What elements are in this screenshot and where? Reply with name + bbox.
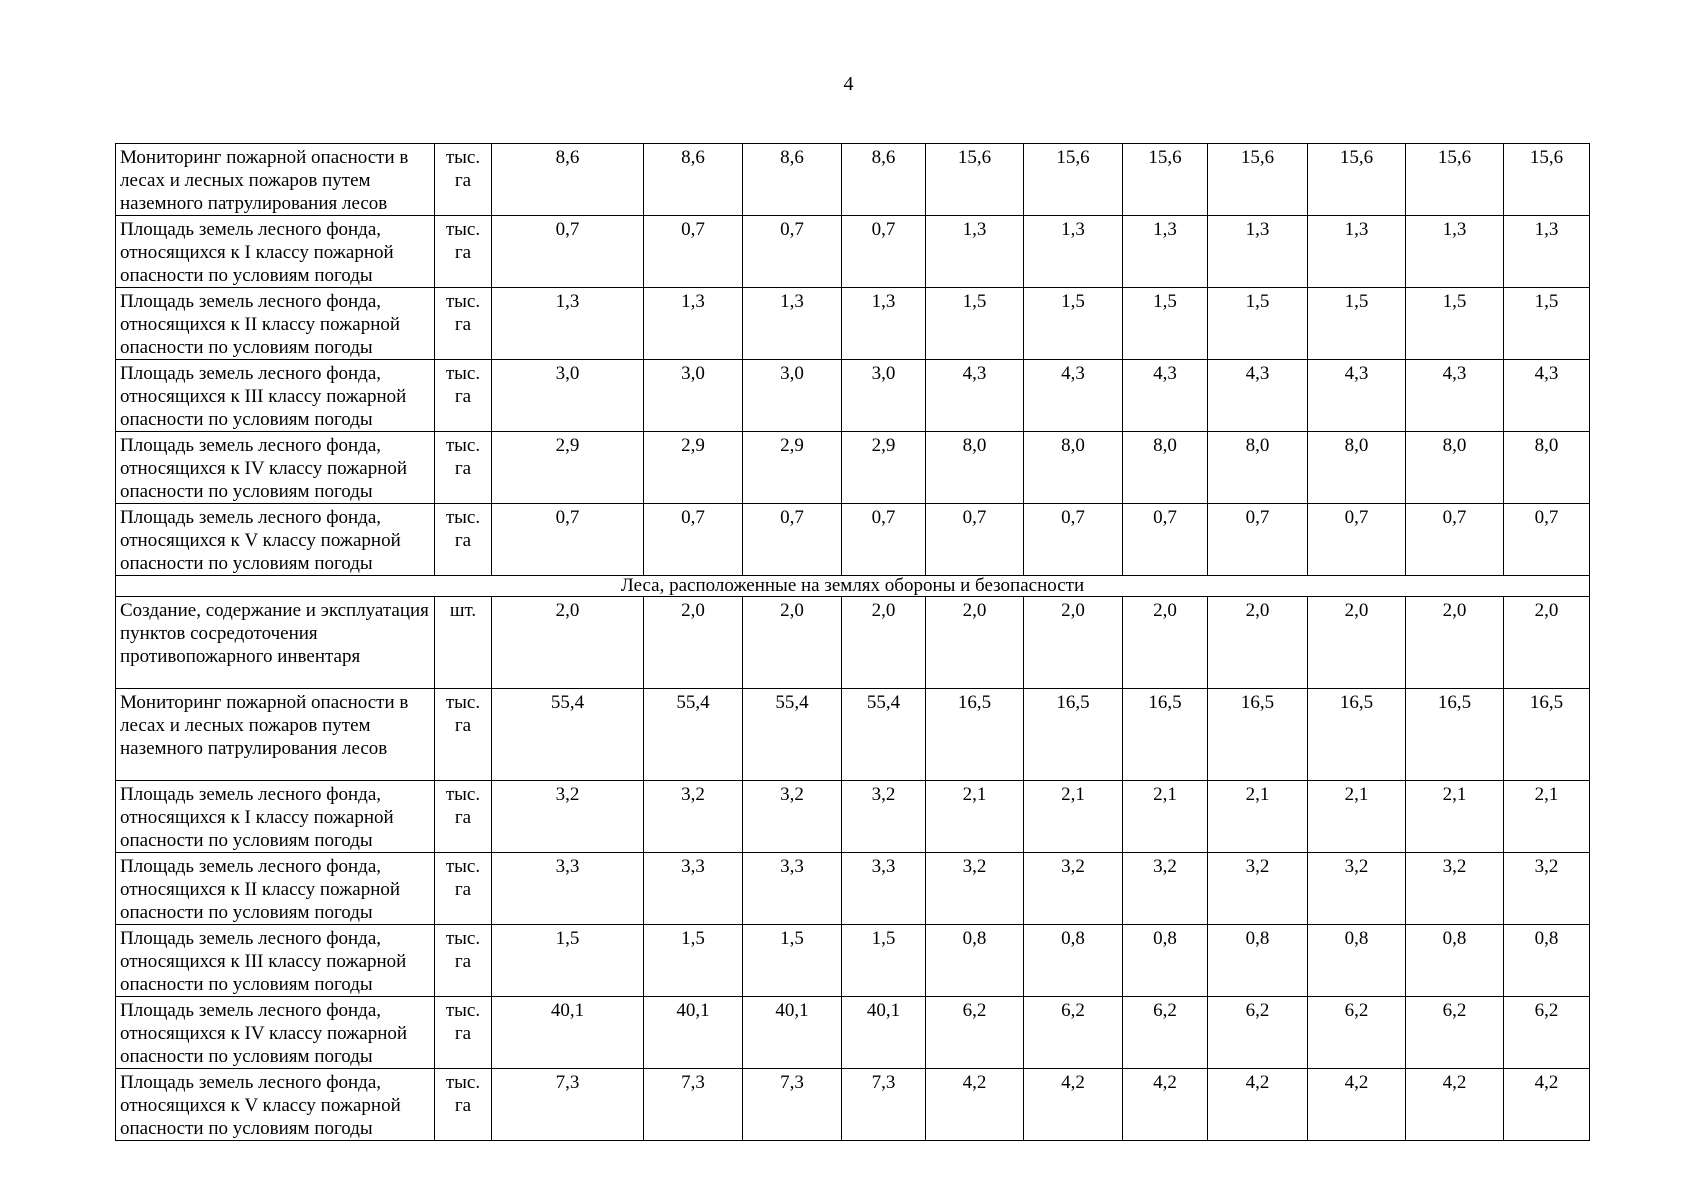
value-cell: 15,6 [1208,144,1308,216]
indicator-name: Создание, содержание и эксплуатация пунктов сосредоточения противопожарного инвентаря [116,597,435,689]
table-row [116,216,1590,288]
value-cell: 2,0 [1406,597,1504,689]
table-row [116,504,1590,576]
value-cell: 2,1 [1406,781,1504,853]
value-cell: 1,5 [644,925,743,997]
value-cell: 2,0 [492,597,644,689]
value-cell: 2,1 [1123,781,1208,853]
value-cell: 1,3 [1208,216,1308,288]
value-cell: 6,2 [1024,997,1123,1069]
unit-cell: тыс. га [435,432,492,504]
value-cell: 3,2 [1024,853,1123,925]
value-cell: 15,6 [1308,144,1406,216]
value-cell: 1,5 [492,925,644,997]
value-cell: 6,2 [926,997,1024,1069]
value-cell: 55,4 [842,689,926,781]
table-row [116,288,1590,360]
value-cell: 3,2 [644,781,743,853]
value-cell: 16,5 [1504,689,1590,781]
value-cell: 15,6 [1504,144,1590,216]
value-cell: 0,7 [1406,504,1504,576]
table-row [116,597,1590,689]
value-cell: 8,0 [1504,432,1590,504]
indicator-name: Площадь земель лесного фонда, относящихся к V классу пожарной опасности по условиям погоды [116,504,435,576]
value-cell: 3,2 [1308,853,1406,925]
section-title: Леса, расположенные на землях обороны и безопасности [116,576,1590,597]
value-cell: 1,3 [1504,216,1590,288]
section-row [116,576,1590,597]
indicator-name: Площадь земель лесного фонда, относящихся к V классу пожарной опасности по условиям погоды [116,1069,435,1141]
value-cell: 16,5 [1308,689,1406,781]
unit-cell: тыс. га [435,925,492,997]
table-body-top [116,144,1590,576]
value-cell: 2,0 [1504,597,1590,689]
indicator-name: Площадь земель лесного фонда, относящихся к IV классу пожарной опасности по условиям погоды [116,432,435,504]
unit-cell: тыс. га [435,504,492,576]
value-cell: 3,2 [1123,853,1208,925]
value-cell: 3,2 [743,781,842,853]
value-cell: 4,3 [1504,360,1590,432]
value-cell: 1,3 [1123,216,1208,288]
value-cell: 2,9 [842,432,926,504]
value-cell: 1,3 [1308,216,1406,288]
indicator-name: Мониторинг пожарной опасности в лесах и лесных пожаров путем наземного патрулирования лесов [116,144,435,216]
value-cell: 3,0 [492,360,644,432]
table-row [116,1069,1590,1141]
value-cell: 16,5 [1406,689,1504,781]
value-cell: 3,2 [492,781,644,853]
unit-cell: тыс. га [435,288,492,360]
value-cell: 3,2 [1406,853,1504,925]
table-row [116,853,1590,925]
value-cell: 3,3 [743,853,842,925]
value-cell: 2,9 [644,432,743,504]
value-cell: 4,2 [926,1069,1024,1141]
value-cell: 3,3 [842,853,926,925]
value-cell: 2,0 [1024,597,1123,689]
value-cell: 8,0 [1123,432,1208,504]
value-cell: 1,5 [1024,288,1123,360]
indicator-name: Площадь земель лесного фонда, относящихся к I классу пожарной опасности по условиям погоды [116,216,435,288]
value-cell: 0,8 [1308,925,1406,997]
value-cell: 2,0 [842,597,926,689]
value-cell: 0,8 [1208,925,1308,997]
value-cell: 16,5 [1024,689,1123,781]
value-cell: 1,5 [743,925,842,997]
table-row [116,689,1590,781]
value-cell: 1,5 [1406,288,1504,360]
value-cell: 0,7 [1123,504,1208,576]
value-cell: 8,6 [842,144,926,216]
value-cell: 4,2 [1123,1069,1208,1141]
value-cell: 3,0 [842,360,926,432]
value-cell: 4,3 [1208,360,1308,432]
value-cell: 4,3 [1308,360,1406,432]
value-cell: 15,6 [1123,144,1208,216]
value-cell: 1,3 [644,288,743,360]
value-cell: 6,2 [1308,997,1406,1069]
value-cell: 4,2 [1024,1069,1123,1141]
value-cell: 0,7 [743,504,842,576]
unit-cell: тыс. га [435,216,492,288]
value-cell: 1,3 [926,216,1024,288]
value-cell: 4,2 [1308,1069,1406,1141]
value-cell: 55,4 [644,689,743,781]
value-cell: 3,0 [644,360,743,432]
value-cell: 16,5 [1123,689,1208,781]
table-row [116,781,1590,853]
value-cell: 2,0 [926,597,1024,689]
value-cell: 2,1 [1308,781,1406,853]
value-cell: 8,0 [1208,432,1308,504]
value-cell: 0,8 [926,925,1024,997]
value-cell: 2,0 [1308,597,1406,689]
value-cell: 3,2 [926,853,1024,925]
value-cell: 1,5 [1123,288,1208,360]
value-cell: 1,3 [1024,216,1123,288]
table-body-bottom [116,597,1590,1141]
value-cell: 7,3 [743,1069,842,1141]
value-cell: 8,0 [1406,432,1504,504]
value-cell: 1,3 [743,288,842,360]
indicator-name: Площадь земель лесного фонда, относящихся к III классу пожарной опасности по условиям погоды [116,360,435,432]
value-cell: 0,7 [1308,504,1406,576]
value-cell: 7,3 [644,1069,743,1141]
value-cell: 0,7 [644,504,743,576]
value-cell: 4,3 [1123,360,1208,432]
indicator-name: Площадь земель лесного фонда, относящихся к IV классу пожарной опасности по условиям погоды [116,997,435,1069]
value-cell: 8,0 [1308,432,1406,504]
value-cell: 0,7 [492,216,644,288]
value-cell: 0,7 [743,216,842,288]
value-cell: 55,4 [492,689,644,781]
value-cell: 2,0 [743,597,842,689]
value-cell: 2,1 [926,781,1024,853]
value-cell: 0,7 [644,216,743,288]
value-cell: 8,6 [644,144,743,216]
value-cell: 2,1 [1208,781,1308,853]
table-row [116,997,1590,1069]
indicator-name: Площадь земель лесного фонда, относящихся к I классу пожарной опасности по условиям погоды [116,781,435,853]
value-cell: 2,1 [1024,781,1123,853]
value-cell: 0,7 [1024,504,1123,576]
value-cell: 6,2 [1406,997,1504,1069]
value-cell: 2,9 [743,432,842,504]
value-cell: 8,0 [926,432,1024,504]
value-cell: 2,0 [1123,597,1208,689]
value-cell: 0,7 [842,216,926,288]
value-cell: 6,2 [1504,997,1590,1069]
value-cell: 0,7 [492,504,644,576]
table-row [116,144,1590,216]
value-cell: 7,3 [492,1069,644,1141]
unit-cell: тыс. га [435,144,492,216]
value-cell: 0,8 [1123,925,1208,997]
value-cell: 1,5 [1308,288,1406,360]
value-cell: 1,5 [1208,288,1308,360]
forest-fire-table [115,143,1590,1141]
value-cell: 0,8 [1406,925,1504,997]
value-cell: 15,6 [1024,144,1123,216]
value-cell: 4,2 [1504,1069,1590,1141]
value-cell: 4,2 [1208,1069,1308,1141]
value-cell: 0,7 [842,504,926,576]
unit-cell: тыс. га [435,853,492,925]
value-cell: 1,3 [842,288,926,360]
unit-cell: тыс. га [435,360,492,432]
value-cell: 6,2 [1123,997,1208,1069]
value-cell: 7,3 [842,1069,926,1141]
unit-cell: тыс. га [435,997,492,1069]
indicator-name: Мониторинг пожарной опасности в лесах и лесных пожаров путем наземного патрулирования лесов [116,689,435,781]
value-cell: 3,2 [1504,853,1590,925]
indicator-name: Площадь земель лесного фонда, относящихся к II классу пожарной опасности по условиям погоды [116,288,435,360]
value-cell: 4,2 [1406,1069,1504,1141]
value-cell: 4,3 [1024,360,1123,432]
unit-cell: шт. [435,597,492,689]
value-cell: 3,3 [644,853,743,925]
indicator-name: Площадь земель лесного фонда, относящихся к II классу пожарной опасности по условиям погоды [116,853,435,925]
value-cell: 2,0 [644,597,743,689]
value-cell: 4,3 [926,360,1024,432]
value-cell: 8,0 [1024,432,1123,504]
unit-cell: тыс. га [435,1069,492,1141]
value-cell: 3,3 [492,853,644,925]
value-cell: 0,8 [1024,925,1123,997]
table-row [116,925,1590,997]
value-cell: 40,1 [644,997,743,1069]
indicator-name: Площадь земель лесного фонда, относящихся к III классу пожарной опасности по условиям погоды [116,925,435,997]
value-cell: 40,1 [842,997,926,1069]
value-cell: 4,3 [1406,360,1504,432]
value-cell: 16,5 [926,689,1024,781]
value-cell: 16,5 [1208,689,1308,781]
value-cell: 15,6 [1406,144,1504,216]
table-row [116,432,1590,504]
value-cell: 1,3 [1406,216,1504,288]
value-cell: 55,4 [743,689,842,781]
value-cell: 2,1 [1504,781,1590,853]
value-cell: 3,0 [743,360,842,432]
value-cell: 0,7 [1504,504,1590,576]
value-cell: 1,5 [926,288,1024,360]
page-number: 4 [843,73,854,95]
value-cell: 3,2 [1208,853,1308,925]
value-cell: 1,5 [842,925,926,997]
value-cell: 40,1 [743,997,842,1069]
unit-cell: тыс. га [435,689,492,781]
value-cell: 0,7 [1208,504,1308,576]
value-cell: 8,6 [743,144,842,216]
value-cell: 8,6 [492,144,644,216]
value-cell: 0,8 [1504,925,1590,997]
table-row [116,360,1590,432]
value-cell: 1,3 [492,288,644,360]
value-cell: 6,2 [1208,997,1308,1069]
unit-cell: тыс. га [435,781,492,853]
table-section [116,576,1590,597]
value-cell: 0,7 [926,504,1024,576]
value-cell: 1,5 [1504,288,1590,360]
value-cell: 15,6 [926,144,1024,216]
value-cell: 2,0 [1208,597,1308,689]
value-cell: 2,9 [492,432,644,504]
value-cell: 40,1 [492,997,644,1069]
value-cell: 3,2 [842,781,926,853]
